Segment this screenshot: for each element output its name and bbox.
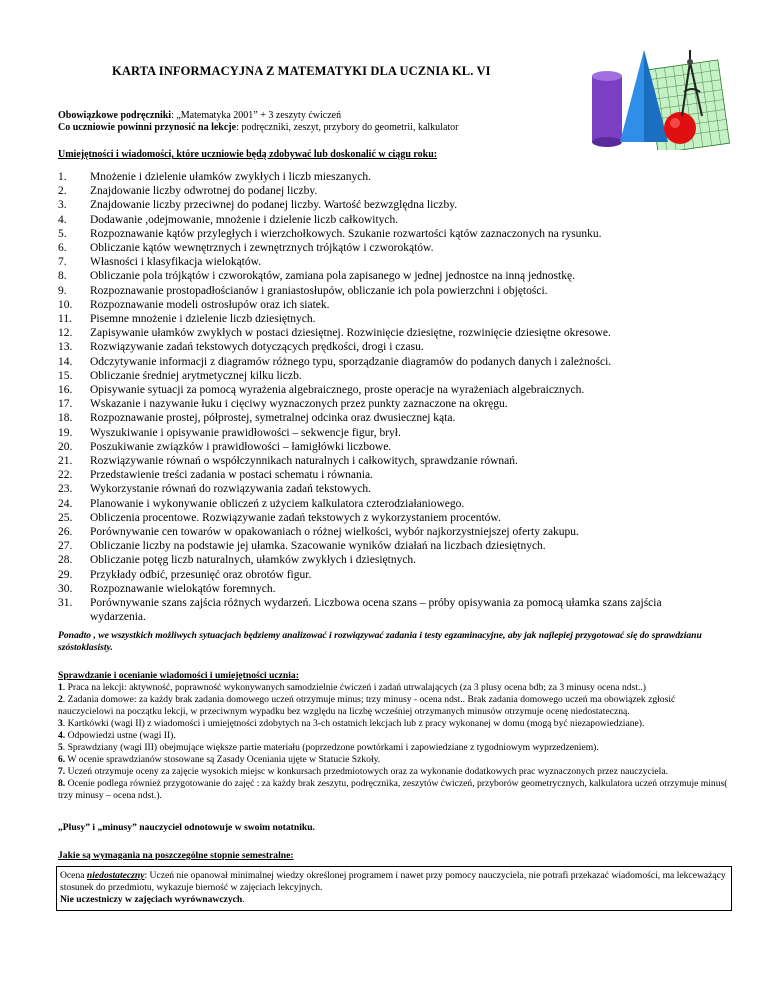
grading-text: . Kartkówki (wagi II) z wiadomości i umiejętności zdobytych na 3-ch ostatnich lekcjach lub z pracy wykonanej w domu (mogą być niezapowiedziane). [62,718,645,729]
box-last-end: . [242,894,245,905]
skill-item [58,213,720,227]
skill-number: 12. [58,327,73,340]
skill-text: Pisemne mnożenie i dzielenie liczb dziesiętnych. [90,313,316,326]
skill-text: Własności i klasyfikacja wielokątów. [90,256,262,269]
skill-number: 31. [58,597,73,610]
skill-text: Rozpoznawanie modeli ostrosłupów oraz ich siatek. [90,298,330,311]
skill-item [58,170,720,184]
grading-item [58,754,730,766]
grading-item [58,778,730,802]
skill-text: Opisywanie sytuacji za pomocą wyrażenia algebraicznego, proste operacje na wyrażeniach algebraicznych. [90,384,585,397]
skill-item [58,582,720,596]
skill-item [58,482,720,496]
plusy-note: „Plusy” i „minusy” nauczyciel odnotowuje w swoim notatniku. [58,822,315,833]
skill-text: Zapisywanie ułamków zwykłych w postaci dziesiętnej. Rozwinięcie dziesiętne, rozwinięcie dziesiętne okresowe. [90,327,611,340]
skill-text: Przedstawienie treści zadania w postaci schematu i równania. [90,469,373,482]
grading-number: 2 [58,694,63,705]
grading-item [58,682,730,694]
skill-number: 30. [58,582,73,595]
skill-item [58,426,720,440]
skill-item [58,454,720,468]
skill-number: 7. [58,256,67,269]
grading-number: 7. [58,766,66,777]
skill-text: Rozpoznawanie prostej, półprostej, symetralnej odcinka oraz dwusiecznej kąta. [90,412,456,425]
grading-item [58,694,730,718]
skill-item [58,411,720,425]
grading-item [58,742,730,754]
skill-number: 26. [58,526,73,539]
bring-value: : podręczniki, zeszyt, przybory do geometrii, kalkulator [236,122,459,133]
skill-number: 28. [58,554,73,567]
skill-number: 2. [58,185,67,198]
grading-text: Odpowiedzi ustne (wagi II). [65,730,176,741]
skill-number: 16. [58,384,73,397]
skill-number: 1. [58,171,67,183]
skill-number: 18. [58,412,73,425]
grading-text: Uczeń otrzymuje oceny za zajęcie wysokich miejsc w konkursach przedmiotowych oraz za wykonanie dodatkowych prac wyznaczonych przez nauczyciela. [65,766,669,777]
skill-item [58,241,720,255]
skill-number: 29. [58,568,73,581]
skill-item [58,284,720,298]
skill-item [58,312,720,326]
header-info [58,110,459,134]
skill-number: 11. [58,313,72,326]
skill-item [58,298,720,312]
grading-item [58,718,730,730]
skill-item [58,255,720,269]
grading-number: 8. [58,778,66,789]
skills-list [58,170,720,625]
skill-item [58,269,720,283]
skill-text: Znajdowanie liczby odwrotnej do podanej liczby. [90,185,318,198]
skills-title: Umiejętności i wiadomości, które uczniowie będą zdobywać lub doskonalić w ciągu roku: [58,149,438,160]
skill-number: 17. [58,398,73,411]
grading-text: Ocenie podlega również przygotowanie do zajęć : za każdy brak zeszytu, podręcznika, zeszytów ćwiczeń, przyborów geometrycznych, kalkulatora uczeń otrzymuje minus( trzy minusy – ocena ndst.). [58,778,728,801]
skill-number: 27. [58,540,73,553]
books-value: : „Matematyka 2001” + 3 zeszyty ćwiczeń [171,110,342,121]
box-last-bold: Nie uczestniczy w zajęciach wyrównawczych [60,894,243,905]
bring-label: Co uczniowie powinni przynosić na lekcje [58,122,237,133]
skill-item [58,340,720,354]
skill-item [58,497,720,511]
skill-number: 5. [58,227,67,240]
skill-number: 19. [58,426,73,439]
skill-item [58,383,720,397]
skill-text: Wykorzystanie równań do rozwiązywania zadań tekstowych. [90,483,371,496]
skill-item [58,227,720,241]
grading-number: 4. [58,730,66,741]
skill-text: Rozpoznawanie wielokątów foremnych. [90,582,276,595]
grading-section [58,670,730,802]
skill-text: Rozpoznawanie kątów przyległych i wierzchołkowych. Szukanie rozwartości kątów zaznaczonych na rysunku. [90,227,602,240]
skill-number: 6. [58,242,67,255]
skill-text: Porównywanie szans zajścia różnych wydarzeń. Liczbowa ocena szans – próby opisywania za pomocą ułamka szans zajścia wydarzenia. [90,597,662,624]
page-title: KARTA INFORMACYJNA Z MATEMATYKI DLA UCZNIA KL. VI [112,64,491,78]
exam-note: Ponadto , we wszystkich możliwych sytuacjach będziemy analizować i rozwiązywać zadania i testy egzaminacyjne, aby jak najlepiej przygotować się do sprawdzianu szóstoklasisty. [58,630,702,653]
skill-number: 22. [58,469,73,482]
skill-text: Obliczanie kątów wewnętrznych i zewnętrznych trójkątów i czworokątów. [90,242,434,255]
skill-text: Wyszukiwanie i opisywanie prawidłowości – sekwencje figur, brył. [90,426,401,439]
skill-number: 25. [58,511,73,524]
skill-text: Znajdowanie liczby przeciwnej do podanej liczby. Wartość bezwzględna liczby. [90,199,458,212]
skill-item [58,198,720,212]
grading-text: . Praca na lekcji: aktywność, poprawność wykonywanych samodzielnie ćwiczeń i zadań utrwalających (za 3 plusy ocena bdb; za 3 minusy ocena ndst..) [62,682,646,693]
skill-text: Wskazanie i nazywanie łuku i cięciwy wyznaczonych przez punkty zaznaczone na okręgu. [90,398,508,411]
skill-text: Rozwiązywanie zadań tekstowych dotyczących prędkości, drogi i czasu. [90,341,424,354]
grading-text: . Sprawdziany (wagi III) obejmujące większe partie materiału (poprzedzone powtórkami i zapowiedziane z tygodniowym wyprzedzeniem). [62,742,599,753]
skill-number: 4. [58,213,67,226]
skill-text: Mnożenie i dzielenie ułamków zwykłych i liczb mieszanych. [90,171,372,183]
skill-number: 20. [58,440,73,453]
skill-item [58,525,720,539]
skill-text: Obliczanie średniej arytmetycznej kilku liczb. [90,369,302,382]
skill-text: Rozpoznawanie prostopadłościanów i graniastosłupów, obliczanie ich pola powierzchni i objętości. [90,284,548,297]
skill-item [58,184,720,198]
geometry-clipart-icon [582,46,732,150]
grade-requirement-box [56,866,732,911]
skill-item [58,326,720,340]
grading-number: 3 [58,718,63,729]
box-text: : Uczeń nie opanował minimalnej wiedzy określonej programem i nawet przy pomocy nauczyciela, nie potrafi przekazać wiadomości, ma lekceważący stosunek do przedmiotu, wykazuje bierność w zajęciach lekcyjnych. [60,870,726,893]
grading-item [58,730,730,742]
skill-text: Poszukiwanie związków i prawidłowości – łamigłówki liczbowe. [90,440,392,453]
skill-item [58,568,720,582]
grading-title: Sprawdzanie i ocenianie wiadomości i umiejętności ucznia: [58,670,299,681]
skill-item [58,440,720,454]
skill-item [58,539,720,553]
skill-text: Odczytywanie informacji z diagramów różnego typu, sporządzanie diagramów do podanych danych i zależności. [90,355,612,368]
skill-number: 8. [58,270,67,283]
skill-number: 9. [58,284,67,297]
skill-item [58,397,720,411]
skill-item [58,369,720,383]
skill-text: Przykłady odbić, przesunięć oraz obrotów figur. [90,568,312,581]
skill-text: Porównywanie cen towarów w opakowaniach o różnej wielkości, wybór najkorzystniejszej oferty zakupu. [90,526,579,539]
skill-text: Planowanie i wykonywanie obliczeń z użyciem kalkulatora czterodziałaniowego. [90,497,465,510]
skill-text: Obliczanie pola trójkątów i czworokątów, zamiana pola zapisanego w jednej jednostce na inną jednostkę. [90,270,575,283]
grading-number: 6. [58,754,66,765]
grading-text: . Zadania domowe: za każdy brak zadania domowego uczeń otrzymuje minus; trzy minusy - ocena ndst.. Brak zadania domowego uczeń ma obowiązek zgłosić nauczycielowi na początku lekcji, w przeciwnym wypadku bez względu na liczbę wcześniej otrzymanych minusów otrzymuje ocenę niedostateczną. [58,694,676,717]
skill-item [58,511,720,525]
grade-name: niedostateczny [86,870,145,881]
grading-list [58,682,730,802]
skill-item [58,596,720,624]
grading-item [58,766,730,778]
skill-item [58,553,720,567]
books-label: Obowiązkowe podręczniki [58,110,172,121]
skill-text: Obliczenia procentowe. Rozwiązywanie zadań tekstowych z wykorzystaniem procentów. [90,511,501,524]
skill-number: 3. [58,199,67,212]
skill-number: 13. [58,341,73,354]
grading-number: 5 [58,742,63,753]
skill-item [58,468,720,482]
box-prefix: Ocena [60,870,87,881]
skill-number: 21. [58,455,73,468]
skill-number: 23. [58,483,73,496]
skill-number: 24. [58,497,73,510]
grading-number: 1 [58,682,63,693]
skill-text: Dodawanie ,odejmowanie, mnożenie i dzielenie liczb całkowitych. [90,213,399,226]
skill-number: 10. [58,298,73,311]
grading-text: W ocenie sprawdzianów stosowane są Zasady Oceniania ujęte w Statucie Szkoły. [65,754,381,765]
skill-item [58,355,720,369]
skill-number: 15. [58,369,73,382]
requirements-title: Jakie są wymagania na poszczególne stopnie semestralne: [58,850,294,861]
skill-text: Rozwiązywanie równań o współczynnikach naturalnych i całkowitych, sprawdzanie równań. [90,455,518,468]
skill-number: 14. [58,355,73,368]
skill-text: Obliczanie liczby na podstawie jej ułamka. Szacowanie wyników działań na liczbach dziesiętnych. [90,540,546,553]
skill-text: Obliczanie potęg liczb naturalnych, ułamków zwykłych i dziesiętnych. [90,554,417,567]
